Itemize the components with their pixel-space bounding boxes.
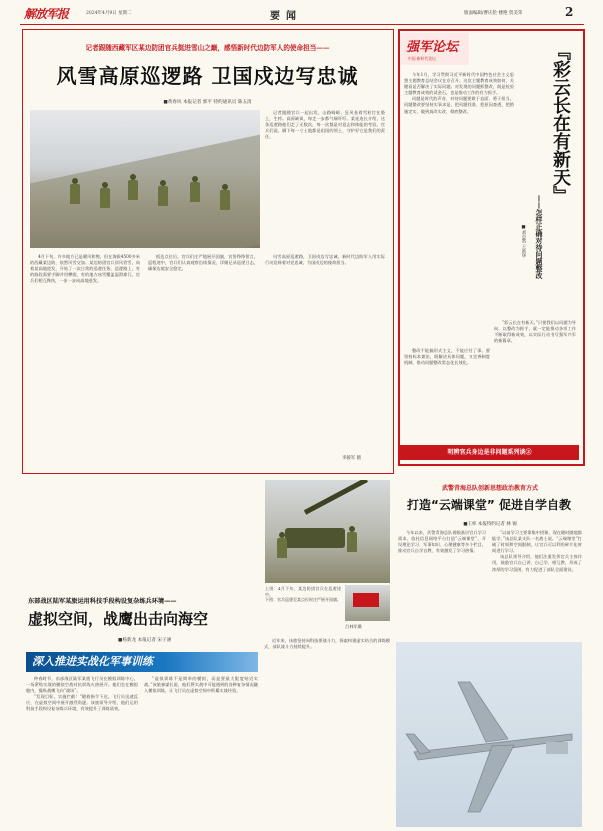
east-paragraph: “虚拟训练不是简单的模拟，而是要最大限度贴近实战。”该旅参谋长说，他们将实战中可能遇到的各种复杂情况融入模拟训练，让飞行员在虚拟空间中积累实战经验。 <box>144 676 258 694</box>
police-text-col2 <box>492 530 582 630</box>
lead-headline: 风雪高原巡逻路 卫国戍边写忠诚 <box>56 64 359 88</box>
commentary-text-col3 <box>494 320 576 442</box>
masthead-logo: 解放军报 <box>24 7 69 21</box>
police-byline: ■王梓 本报特约记者 林 锡 <box>463 522 517 527</box>
flag-photo <box>345 585 390 621</box>
soldier-figure <box>220 184 230 210</box>
police-paragraph: 今年以来，武警青海总队着眼基层官兵学习需求，依托信息网络平台打造“云端课堂”，开设理论学习、军事知识、心理健康等多个栏目，推动官兵自学自教，有效激发了学习热情。 <box>398 530 486 554</box>
police-text-col1 <box>398 530 486 630</box>
lead-kicker: 记者跟随西藏军区某边防团官兵挺进雪山之巅，感悟新时代边防军人的使命担当—— <box>85 44 330 52</box>
aircraft-photo <box>396 642 582 827</box>
training-banner <box>26 652 258 672</box>
lead-byline: ■黄春风 本报记者 郭平 特约通讯员 陈五清 <box>163 100 252 105</box>
masthead-editor: 版面编辑/曹庆伦 楼艳 贺美荣 <box>464 11 523 16</box>
police-headline: 打造“云端课堂” 促进自学自教 <box>407 498 571 512</box>
masthead-section: 要闻 <box>270 11 302 22</box>
cannon-base <box>285 528 345 548</box>
lead-paragraph: 记者跟随官兵一起出发。山路崎岖，狂风卷着雪粒打在脸上，生疼。高原缺氧，每走一步都气喘吁吁。某连连长介绍，这条巡逻路他们走了无数次，每一次都是对意志和体能的考验。官兵们说，脚下每一寸土地都是祖国的领土，守护好它是我们的责任。 <box>265 110 385 140</box>
aircraft-illustration <box>396 642 582 827</box>
mid-photo-credit: 吕林军摄 <box>345 624 362 629</box>
commentary-column-sub: 中国·新时代论坛 <box>408 56 436 61</box>
east-paragraph: “发现目标，实施拦截！”随着指令下达，飞行员迅速反应，在虚拟空间中展开激烈角逐。该旅领导介绍，他们运用科技手段构设复杂练兵环境，有效提升了训练质效。 <box>26 694 138 712</box>
training-banner-label: 深入推进实战化军事训练 <box>32 655 153 668</box>
commentary-headline: 『彩云长在有新天』 <box>550 42 571 204</box>
lead-paragraph: 4月下旬，许多地方已是暖风和煦，但在海拔4500多米的西藏某边防，依然风雪交加。某边防团官兵顶风冒雪，向着某高地进发，开始了一次日常的巡逻任务。巡逻路上，有的路段需要手脚并用攀爬，有的地方冰雪覆盖湿滑难行。官兵们相互搀扶，一步一步向高地进发。 <box>30 254 140 284</box>
soldier-figure <box>70 178 80 204</box>
lead-text-col1 <box>265 110 385 248</box>
commentary-paragraph: 问题是时代的声音，对待问题要敢于直面、勇于担当。问题整改要坚持实事求是，把问题找准、把原因查透、把措施定实，做到真改实改、彻底整改。 <box>404 96 514 114</box>
mid-photo-caption <box>265 586 341 620</box>
mid-caption-top: 上图：4月下旬，某边防团官兵在巡逻途中。 <box>265 586 341 597</box>
east-kicker: 东部战区陆军某旅运用科技手段构设复杂练兵环境—— <box>28 598 177 605</box>
lead-text-col4 <box>265 254 385 454</box>
commentary-text-col1 <box>404 72 514 342</box>
commentary-column-logo: 强军论坛 <box>406 40 459 55</box>
police-kicker: 武警青海总队创新思想政治教育方式 <box>441 485 538 492</box>
commentary-paragraph: “彩云长在有新天。”只要我们以问题为导向、以整改为抓手，就一定能推动各项工作不断取得新成效，以实际行动书写强军兴军的新篇章。 <box>494 320 576 344</box>
masthead-date: 2024年4月9日 星期二 <box>86 11 132 16</box>
commentary-footer-banner <box>400 445 579 460</box>
lead-text-col2 <box>30 254 140 464</box>
page-number: 2 <box>565 5 574 19</box>
soldier-figure <box>277 532 287 558</box>
commentary-paragraph: 今年1月，学习贯彻习近平新时代中国特色社会主义思想主题教育总结会议在京召开。这次主题教育成效如何，关键看是否解决了实际问题。对发现的问题抓整改，既是检验主题教育成效的试金石，也是推动工作的有力抓手。 <box>404 72 514 96</box>
east-text-col1 <box>26 676 138 826</box>
mid-caption-bottom: 下图：官兵巡逻至某点位时庄严展开国旗。 <box>265 597 341 603</box>
police-paragraph: “以前学习主要靠集中授课，现在随时随地都能学。”该总队某支队一名战士说。“云端课堂”打破了时间和空间限制，让官兵可以利用碎片化时间进行学习。 <box>492 530 582 554</box>
east-headline: 虚拟空间，战鹰出击向海空 <box>28 610 209 628</box>
cannon-barrel <box>304 480 368 515</box>
commentary-subhead: ——怎样正确对待问题整改 <box>535 195 544 279</box>
flag-shape <box>353 593 379 607</box>
east-byline: ■杨新龙 本报记者 宋子涵 <box>118 638 172 643</box>
soldier-figure <box>128 174 138 200</box>
lead-paragraph: 风雪高原巡逻路，卫国戍边写忠诚。新时代边防军人用实际行动诠释着对党忠诚、为国戍边的使命担当。 <box>265 254 385 266</box>
soldier-figure <box>158 180 168 206</box>
lead-photo <box>30 110 260 248</box>
soldier-figure <box>347 526 357 552</box>
artillery-photo <box>265 480 390 583</box>
police-paragraph: 该总队领导介绍，他们注重发挥官兵主体作用，鼓励官兵自己讲、自己学、相互教，形成了浓厚的学习氛围，有力促进了部队全面建设。 <box>492 554 582 572</box>
commentary-paragraph: 整改不能搞形式主义，不能应付了事。要坚持标本兼治，既解决具体问题，又完善制度机制，推动问题整改常态化长效化。 <box>404 348 490 366</box>
masthead <box>0 0 603 26</box>
east-text-col2 <box>144 676 258 826</box>
soldier-figure <box>100 182 110 208</box>
lead-text-col3 <box>148 254 258 464</box>
east-paragraph: 近年来，该旅坚持向科技要战斗力，探索构建虚实结合的训练模式，部队战斗力持续提升。 <box>264 638 390 650</box>
soldier-figure <box>190 176 200 202</box>
masthead-rule <box>20 24 584 25</box>
east-text-col3 <box>264 638 390 826</box>
east-paragraph: 仲春时节，东部战区陆军某旅飞行员在模拟训练中心，一场紧贴实战的模拟空战对抗训练火热展开。他们坐在模拟舱内，操纵战鹰飞向“战场”。 <box>26 676 138 694</box>
commentary-footer-label: 明辨官兵身边是非问题系列谈② <box>447 449 532 456</box>
lead-photo-credit: 李骏军 摄 <box>342 456 361 461</box>
lead-paragraph: 抵达点位后，官兵们庄严地展开国旗，宣誓铮铮誓言。返程途中，官兵们认真观察沿线情况，详细记录巡逻日志，确保边境安全稳定。 <box>148 254 258 272</box>
commentary-text-col2 <box>404 348 490 442</box>
commentary-byline: ■刘卓然 王新华 <box>521 225 526 258</box>
